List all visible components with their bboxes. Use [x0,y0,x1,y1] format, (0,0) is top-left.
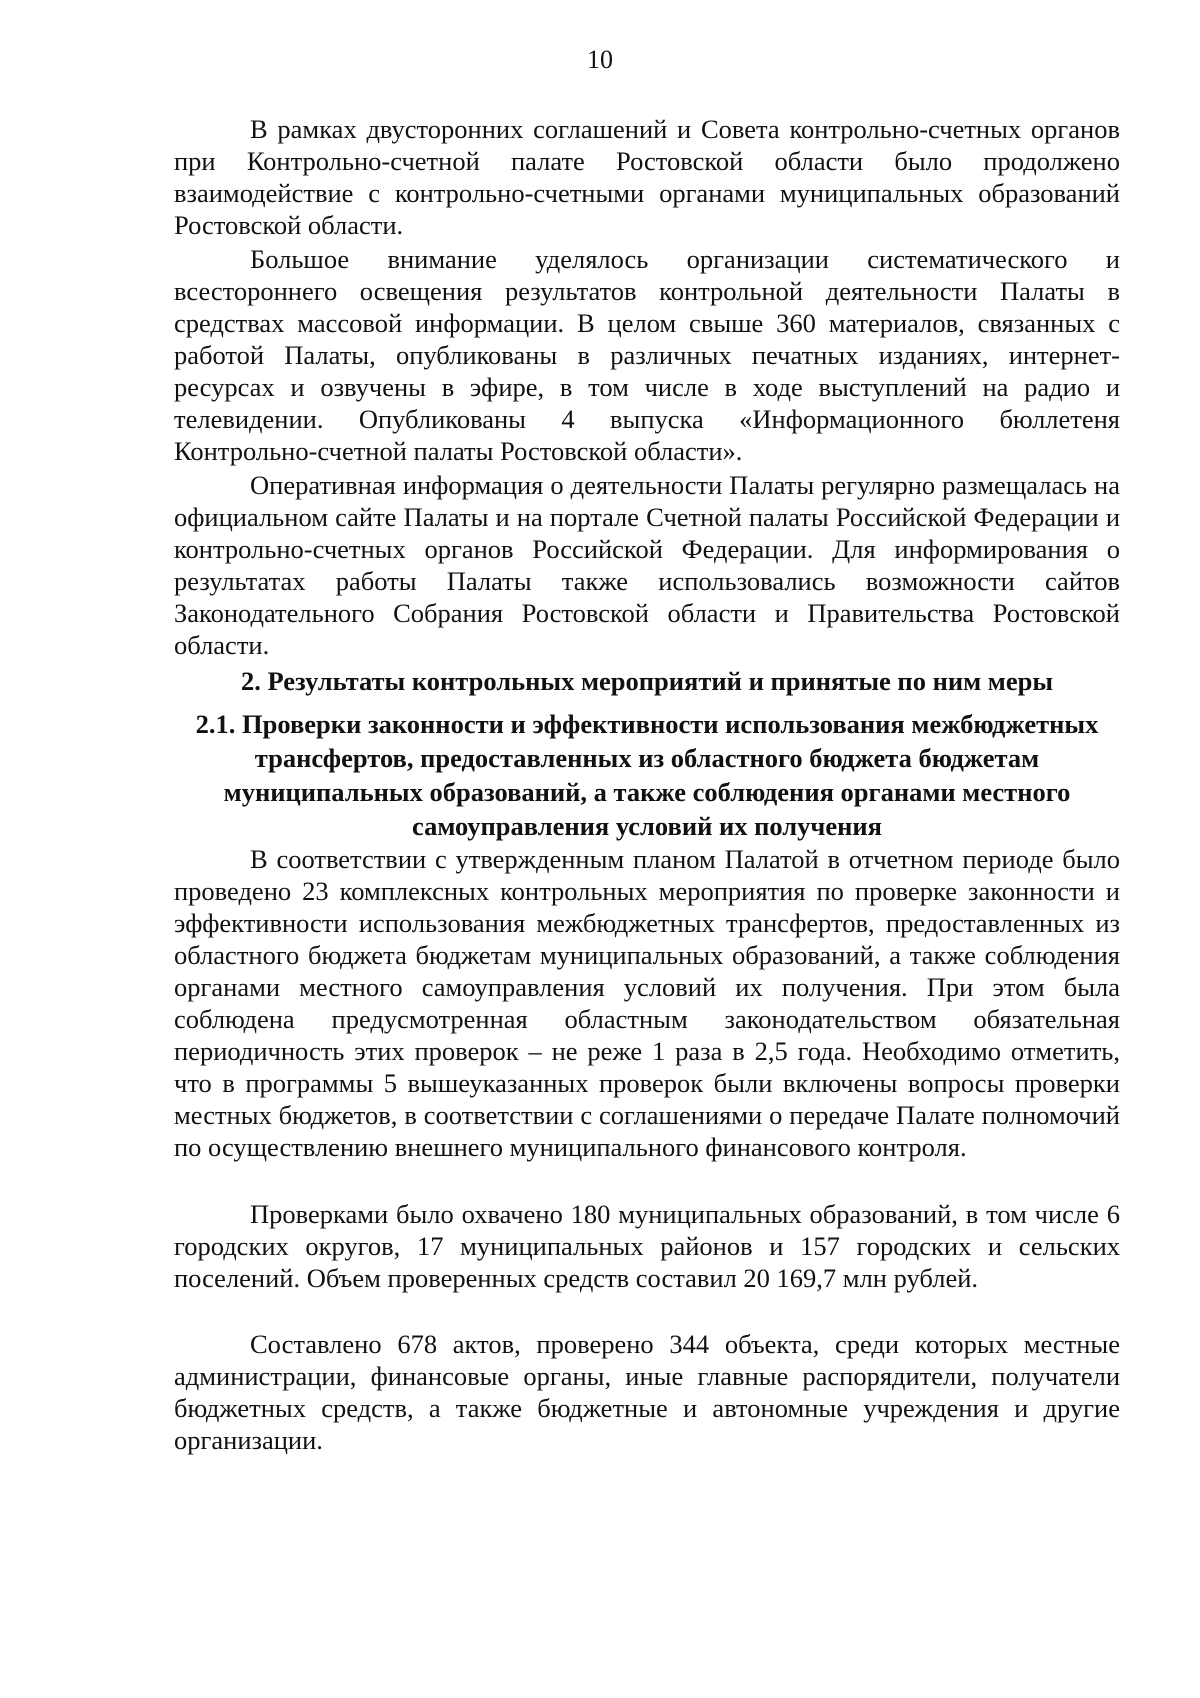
paragraph-text: В рамках двусторонних соглашений и Совета контрольно-счетных органов при Контрольно-счетной палате Ростовской области было продолжено взаимодействие с контрольно-счетными органами муниципальных образований Ростовской области. [174,114,1120,240]
paragraph-acts [174,1328,1120,1456]
paragraph-text: Проверками было охвачено 180 муниципальных образований, в том числе 6 городских округов, 17 муниципальных районов и 157 городских и сельских поселений. Объем проверенных средств составил 20 169,7 млн рублей. [174,1199,1120,1293]
paragraph-media-coverage [174,243,1120,467]
paragraph-control-measures [174,843,1120,1163]
paragraph-coverage [174,1198,1120,1294]
paragraph-text: В соответствии с утвержденным планом Палатой в отчетном периоде было проведено 23 комплексных контрольных мероприятия по проверке законности и эффективности использования межбюджетных трансфертов, предоставленных из областного бюджета бюджетам муниципальных образований, а также соблюдения органами местного самоуправления условий их получения. При этом была соблюдена предусмотренная областным законодательством обязательная периодичность этих проверок – не реже 1 раза в 2,5 года. Необходимо отметить, что в программы 5 вышеуказанных проверок были включены вопросы проверки местных бюджетов, в соответствии с соглашениями о передаче Палате полномочий по осуществлению внешнего муниципального финансового контроля. [174,844,1120,1162]
paragraph-cooperation [174,113,1120,241]
paragraph-online-information [174,469,1120,661]
page-number: 10 [587,45,613,74]
paragraph-text: Большое внимание уделялось организации систематического и всестороннего освещения результатов контрольной деятельности Палаты в средствах массовой информации. В целом свыше 360 материалов, связанных с работой Палаты, опубликованы в различных печатных изданиях, интернет-ресурсах и озвучены в эфире, в том числе в ходе выступлений на радио и телевидении. Опубликованы 4 выпуска «Информационного бюллетеня Контрольно-счетной палаты Ростовской области». [174,244,1120,466]
paragraph-text: Составлено 678 актов, проверено 344 объекта, среди которых местные администрации, финансовые органы, иные главные распорядители, получатели бюджетных средств, а также бюджетные и автономные учреждения и другие организации. [174,1329,1120,1455]
paragraph-text: Оперативная информация о деятельности Палаты регулярно размещалась на официальном сайте Палаты и на портале Счетной палаты Российской Федерации и контрольно-счетных органов Российской Федерации. Для информирования о результатах работы Палаты также использовались возможности сайтов Законодательного Собрания Ростовской области и Правительства Ростовской области. [174,470,1120,660]
section-heading: 2. Результаты контрольных мероприятий и принятые по ним меры [240,666,1054,696]
subsection-heading: 2.1. Проверки законности и эффективности использования межбюджетных трансфертов, предоставленных из областного бюджета бюджетам муниципальных образований, а также соблюдения органами местного самоуправления условий их получения [195,709,1099,841]
